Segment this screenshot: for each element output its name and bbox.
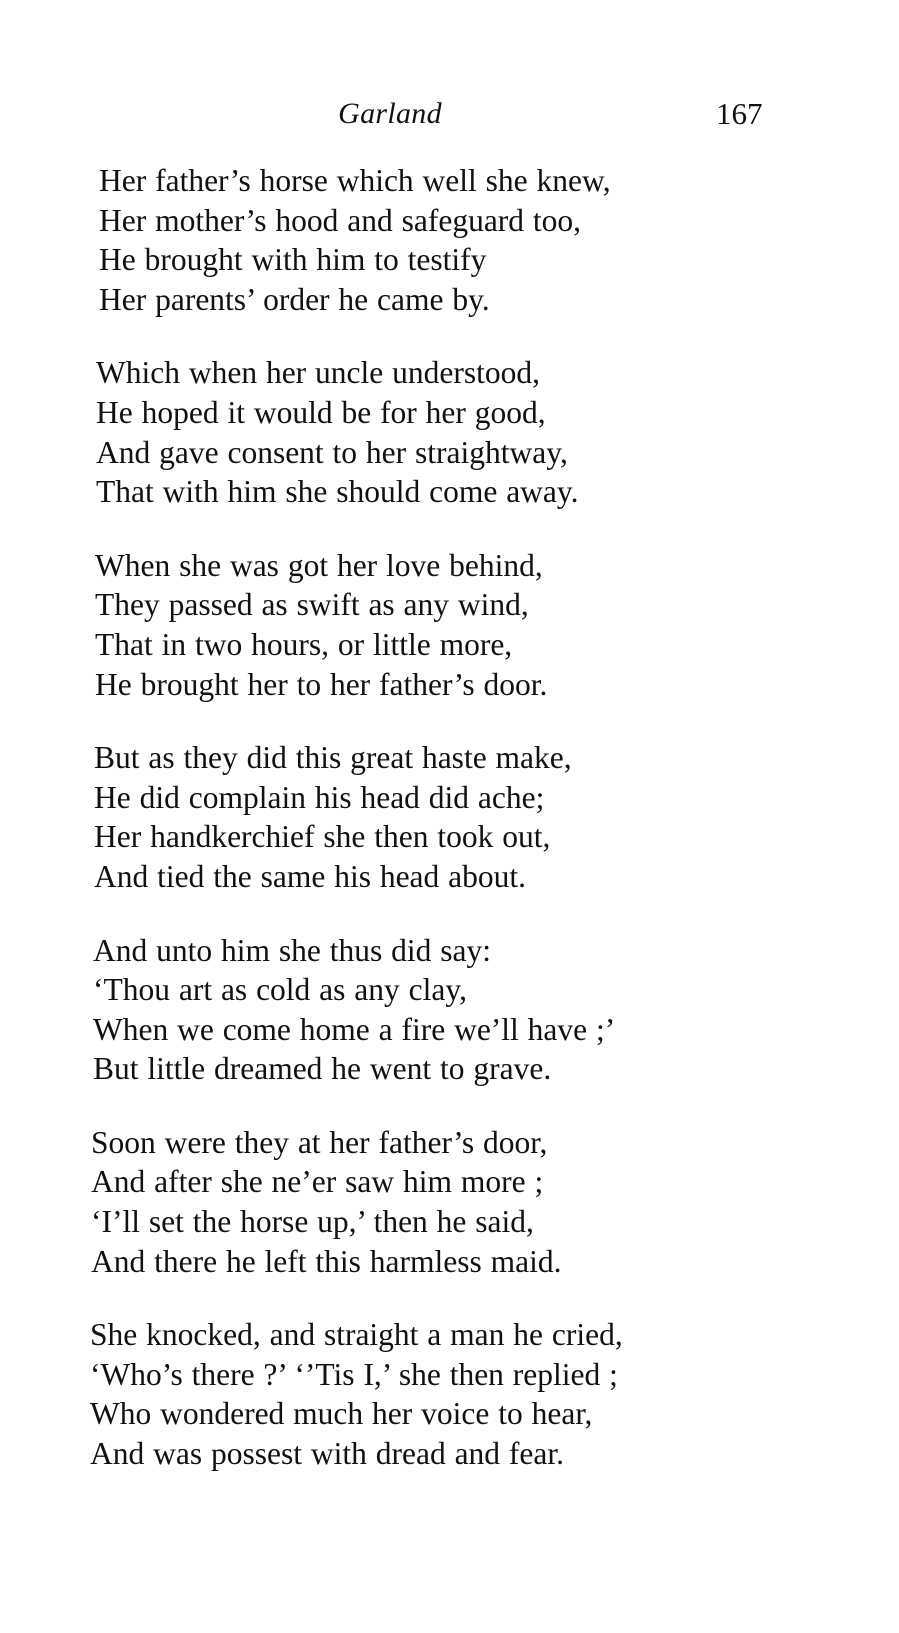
poem-line: She knocked, and straight a man he cried, [90,1317,623,1353]
poem-line: But little dreamed he went to grave. [93,1051,552,1087]
poem-line: That with him she should come away. [96,474,579,510]
poem-line: He hoped it would be for her good, [96,394,546,430]
poem-line: And gave consent to her straightway, [96,434,568,470]
poem-line: ‘I’ll set the horse up,’ then he said, [91,1204,534,1240]
poem-line: And was possest with dread and fear. [90,1436,565,1472]
poem-line: He brought with him to testify [99,242,487,278]
poem-body [0,161,899,1508]
poem-line: They passed as swift as any wind, [95,587,529,623]
poem-line: And there he left this harmless maid. [91,1243,562,1279]
running-head [0,92,899,136]
poem-line: He did complain his head did ache; [94,779,545,815]
poem-line: Soon were they at her father’s door, [91,1124,548,1160]
poem-line: And unto him she thus did say: [93,932,491,968]
stanza-1 [0,161,899,319]
poem-line: ‘Who’s there ?’ ‘’Tis I,’ she then replied ; [90,1356,618,1392]
stanza-7 [0,1315,899,1473]
poem-line: And after she ne’er saw him more ; [91,1164,544,1200]
stanza-2 [0,353,899,511]
poem-line: Her handkerchief she then took out, [94,819,551,855]
stanza-5 [0,931,899,1089]
poem-line: Her mother’s hood and safeguard too, [99,202,582,238]
poem-line: ‘Thou art as cold as any clay, [93,972,467,1008]
poem-line: And tied the same his head about. [94,858,527,894]
poem-line: Who wondered much her voice to hear, [90,1396,593,1432]
poem-line: Her father’s horse which well she knew, [99,163,611,198]
stanza-4 [0,738,899,896]
poem-line: When she was got her love behind, [95,547,543,583]
poem-line: Which when her uncle understood, [96,355,540,391]
stanza-6 [0,1123,899,1281]
page-title: Garland [338,97,442,130]
poem-line: He brought her to her father’s door. [95,666,548,702]
stanza-3 [0,546,899,704]
poem-line: But as they did this great haste make, [94,740,572,776]
page-number: 167 [716,96,763,131]
poem-line: When we come home a fire we’ll have ;’ [93,1011,616,1047]
poem-line: That in two hours, or little more, [95,626,513,662]
poem-line: Her parents’ order he came by. [99,281,490,317]
